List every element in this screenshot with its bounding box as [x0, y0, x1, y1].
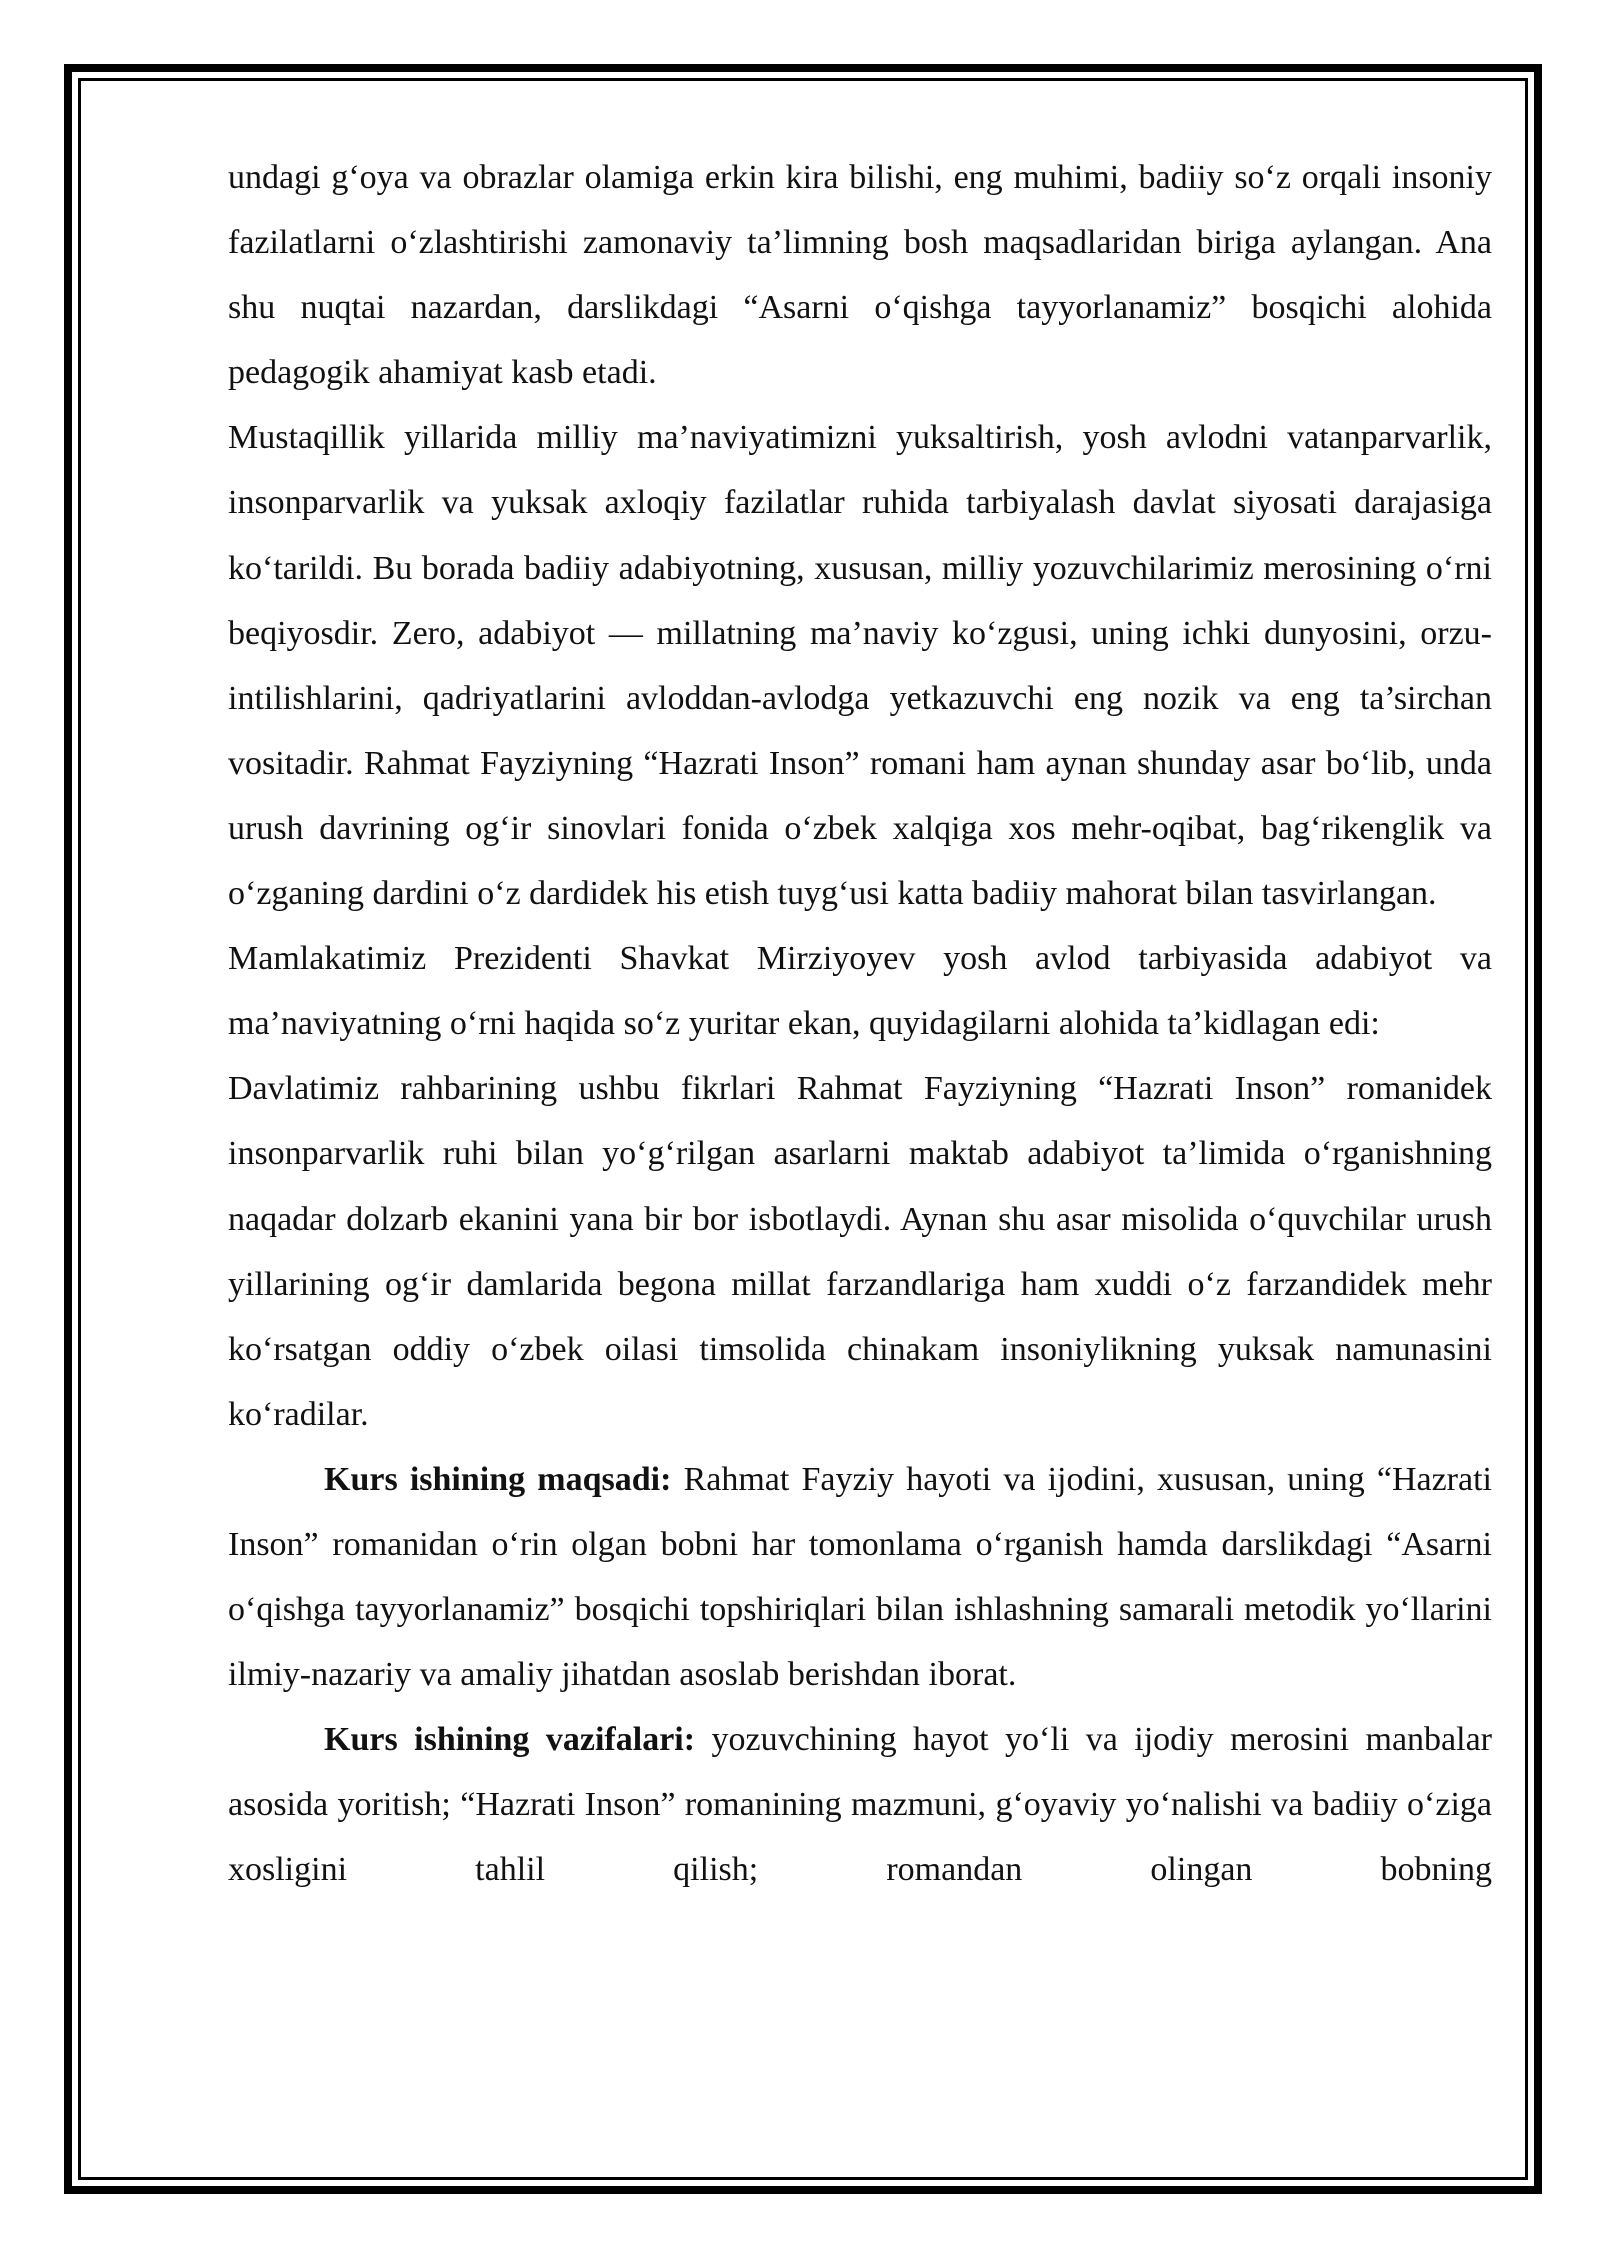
course-tasks-heading: Kurs ishining vazifalari:	[324, 1721, 696, 1759]
course-goal-text: Rahmat Fayziy hayoti va ijodini, xususan, uning “Hazrati Inson” romanidan o‘rin olgan bobni har tomonlama o‘rganish hamda darslikdagi “Asarni o‘qishga tayyorlanamiz” bosqichi topshiriqlari bilan ishlashning samarali metodik yo‘llarini ilmiy-nazariy va amaliy jihatdan asoslab berishdan iborat.	[228, 1460, 1492, 1694]
paragraph-president-quote-intro: Mamlakatimiz Prezidenti Shavkat Mirziyoyev yosh avlod tarbiyasida adabiyot va ma’naviyatning o‘rni haqida so‘z yuritar ekan, quyidagilarni alohida ta’kidlagan edi:	[228, 940, 1492, 1043]
paragraph-course-tasks	[228, 1707, 1492, 1902]
paragraph-course-goal	[228, 1447, 1492, 1707]
course-goal-heading: Kurs ishining maqsadi:	[324, 1460, 672, 1498]
course-tasks-text: yozuvchining hayot yo‘li va ijodiy merosini manbalar asosida yoritish; “Hazrati Inson” romanining mazmuni, g‘oyaviy yo‘nalishi va badiiy o‘ziga xosligini tahlil qilish; romandan olingan bobning	[228, 1721, 1492, 1889]
document-body	[228, 145, 1492, 1903]
paragraph-independence-years: Mustaqillik yillarida milliy ma’naviyatimizni yuksaltirish, yosh avlodni vatanparvarlik, insonparvarlik va yuksak axloqiy fazilatlar ruhida tarbiyalash davlat siyosati darajasiga ko‘tarildi. Bu borada badiiy adabiyotning, xususan, milliy yozuvchilarimiz merosining o‘rni beqiyosdir. Zero, adabiyot — millatning ma’naviy ko‘zgusi, uning ichki dunyosini, orzu-intilishlarini, qadriyatlarini avloddan-avlodga yetkazuvchi eng nozik va eng ta’sirchan vositadir. Rahmat Fayziyning “Hazrati Inson” romani ham aynan shunday asar bo‘lib, unda urush davrining og‘ir sinovlari fonida o‘zbek xalqiga xos mehr-oqibat, bag‘rikenglik va o‘zganing dardini o‘z dardidek his etish tuyg‘usi katta badiiy mahorat bilan tasvirlangan.	[228, 419, 1492, 913]
paragraph-leader-thoughts: Davlatimiz rahbarining ushbu fikrlari Rahmat Fayziyning “Hazrati Inson” romanidek insonparvarlik ruhi bilan yo‘g‘rilgan asarlarni maktab adabiyot ta’limida o‘rganishning naqadar dolzarb ekanini yana bir bor isbotlaydi. Aynan shu asar misolida o‘quvchilar urush yillarining og‘ir damlarida begona millat farzandlariga ham xuddi o‘z farzandidek mehr ko‘rsatgan oddiy o‘zbek oilasi timsolida chinakam insoniylikning yuksak namunasini ko‘radilar.	[228, 1070, 1492, 1433]
paragraph-continuation: undagi g‘oya va obrazlar olamiga erkin kira bilishi, eng muhimi, badiiy so‘z orqali insoniy fazilatlarni o‘zlashtirishi zamonaviy ta’limning bosh maqsadlaridan biriga aylangan. Ana shu nuqtai nazardan, darslikdagi “Asarni o‘qishga tayyorlanamiz” bosqichi alohida pedagogik ahamiyat kasb etadi.	[228, 159, 1492, 392]
